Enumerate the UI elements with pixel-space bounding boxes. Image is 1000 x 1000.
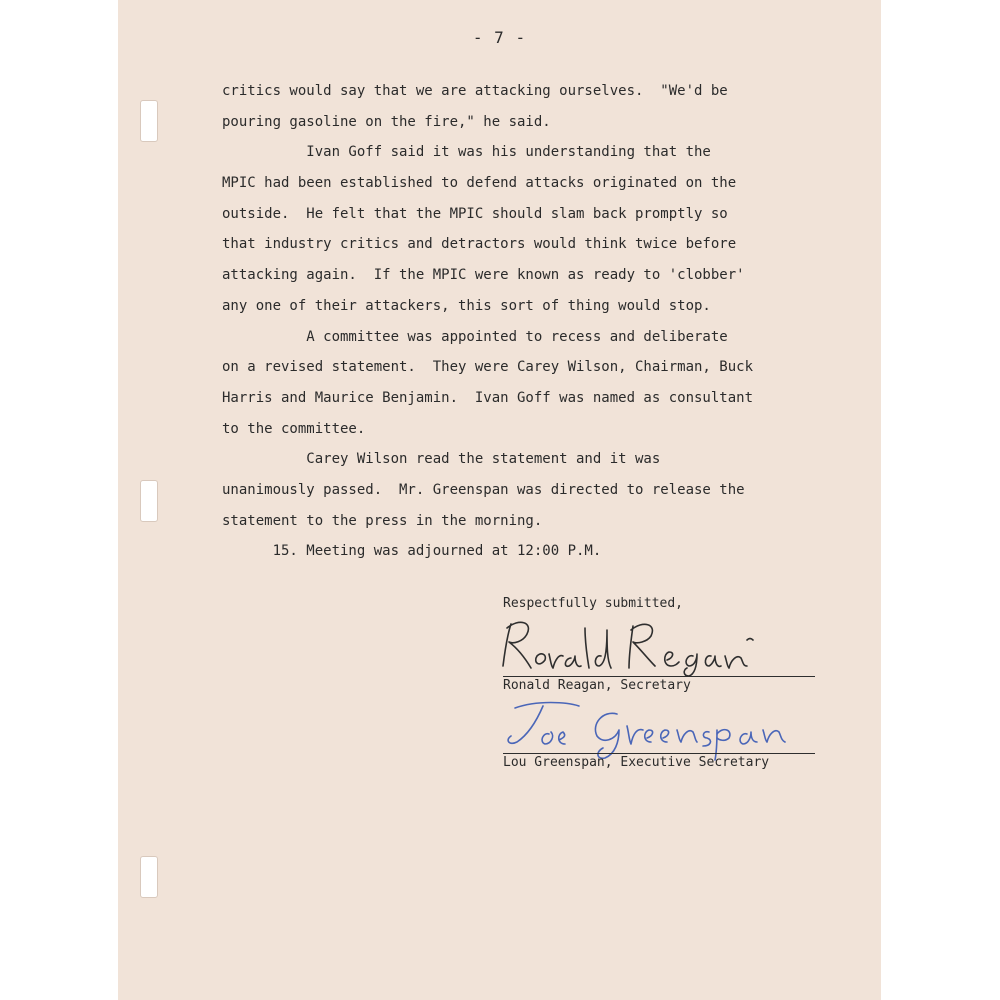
- signer-name: Ronald Reagan, Secretary: [503, 678, 691, 693]
- signature-line: [503, 753, 815, 754]
- text-line: on a revised statement. They were Carey Wilson, Chairman, Buck: [222, 359, 754, 376]
- text-line: unanimously passed. Mr. Greenspan was directed to release the: [222, 481, 745, 498]
- text-line: 15. Meeting was adjourned at 12:00 P.M.: [222, 543, 602, 560]
- punch-hole: [140, 100, 158, 142]
- signature-line: [503, 676, 815, 677]
- document-page: [118, 0, 881, 1000]
- text-line: any one of their attackers, this sort of thing would stop.: [222, 297, 711, 314]
- text-line: MPIC had been established to defend attacks originated on the: [222, 175, 737, 192]
- text-line: A committee was appointed to recess and deliberate: [222, 328, 728, 345]
- text-line: that industry critics and detractors would think twice before: [222, 236, 737, 253]
- text-line: attacking again. If the MPIC were known as ready to 'clobber': [222, 267, 745, 284]
- reagan-signature: [497, 616, 757, 678]
- text-line: Carey Wilson read the statement and it was: [222, 451, 661, 468]
- punch-hole: [140, 856, 158, 898]
- text-line: to the committee.: [222, 420, 366, 437]
- signer-name: Lou Greenspan, Executive Secretary: [503, 755, 770, 770]
- text-line: Harris and Maurice Benjamin. Ivan Goff was named as consultant: [222, 389, 754, 406]
- text-line: outside. He felt that the MPIC should slam back promptly so: [222, 205, 728, 222]
- punch-hole: [140, 480, 158, 522]
- text-line: Ivan Goff said it was his understanding that the: [222, 144, 711, 161]
- text-line: statement to the press in the morning.: [222, 512, 543, 529]
- body-text: [222, 76, 862, 567]
- text-line: critics would say that we are attacking ourselves. "We'd be: [222, 83, 728, 99]
- closing-line: Respectfully submitted,: [503, 596, 684, 611]
- text-line: pouring gasoline on the fire," he said.: [222, 113, 551, 130]
- page-number: - 7 -: [472, 28, 527, 47]
